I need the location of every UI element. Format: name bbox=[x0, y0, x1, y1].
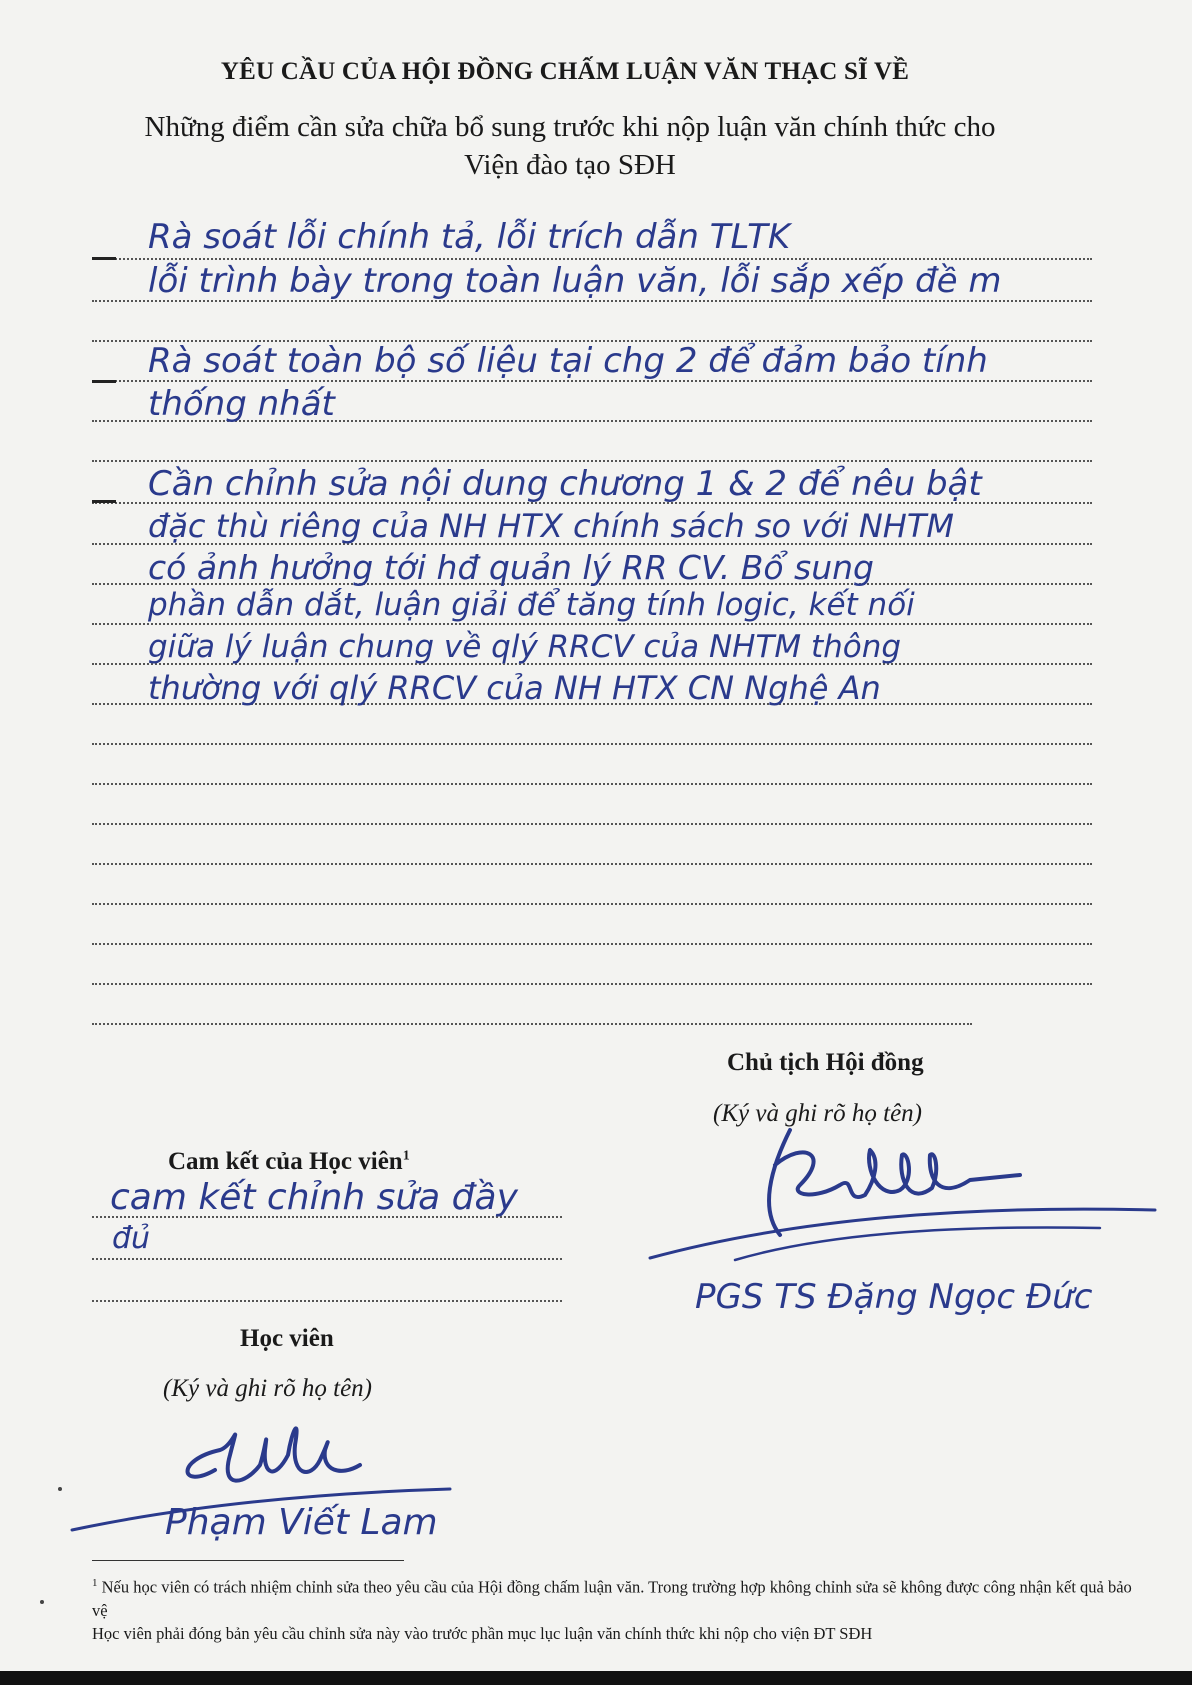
dotted-line bbox=[92, 943, 1092, 945]
chair-signature bbox=[640, 1110, 1160, 1260]
request-line: Cần chỉnh sửa nội dung chương 1 & 2 để nêu bật bbox=[148, 464, 982, 504]
dotted-line bbox=[92, 460, 1092, 462]
commitment-label-text: Cam kết của Học viên bbox=[168, 1148, 403, 1175]
student-sign-note: (Ký và ghi rõ họ tên) bbox=[163, 1375, 372, 1402]
request-line: phần dẫn dắt, luận giải để tăng tính logic, kết nối bbox=[148, 587, 915, 623]
request-line: Rà soát lỗi chính tả, lỗi trích dẫn TLTK bbox=[148, 217, 791, 257]
request-line: có ảnh hưởng tới hđ quản lý RR CV. Bổ sung bbox=[148, 548, 874, 587]
dotted-line bbox=[92, 983, 1092, 985]
dotted-line bbox=[92, 258, 1092, 260]
dotted-line bbox=[92, 783, 1092, 785]
footnote bbox=[92, 1572, 1132, 1645]
dotted-line bbox=[92, 823, 1092, 825]
bullet-dash bbox=[92, 500, 116, 503]
scan-speck bbox=[40, 1600, 44, 1604]
bullet-dash bbox=[92, 257, 116, 260]
dotted-line bbox=[92, 1023, 972, 1025]
chair-sign-note: (Ký và ghi rõ họ tên) bbox=[713, 1100, 922, 1127]
chair-label: Chủ tịch Hội đồng bbox=[727, 1049, 924, 1076]
request-line: giữa lý luận chung về qlý RRCV của NHTM thông bbox=[148, 629, 902, 665]
student-name: Phạm Viết Lam bbox=[165, 1502, 438, 1543]
subtitle-line-2: Viện đào tạo SĐH bbox=[464, 149, 676, 181]
dotted-line bbox=[92, 1258, 562, 1260]
form-title: YÊU CẦU CỦA HỘI ĐỒNG CHẤM LUẬN VĂN THẠC SĨ VỀ bbox=[220, 58, 910, 85]
form-subtitle bbox=[40, 108, 1100, 184]
dotted-line bbox=[92, 903, 1092, 905]
commitment-label bbox=[168, 1148, 410, 1176]
request-line: lỗi trình bày trong toàn luận văn, lỗi sắp xếp đề m bbox=[148, 261, 1002, 301]
commitment-line: cam kết chỉnh sửa đầy bbox=[110, 1177, 518, 1218]
footnote-text-1 bbox=[92, 1572, 1132, 1622]
footnote-rule bbox=[92, 1560, 404, 1561]
dotted-line bbox=[92, 863, 1092, 865]
request-line: đặc thù riêng của NH HTX chính sách so với NHTM bbox=[148, 507, 954, 545]
footnote-marker: 1 bbox=[402, 1148, 410, 1164]
footnote-text-2: Học viên phải đóng bản yêu cầu chỉnh sửa này vào trước phần mục lục luận văn chính thức khi nộp cho viện ĐT SĐH bbox=[92, 1623, 873, 1643]
dotted-line bbox=[92, 743, 1092, 745]
subtitle-line-1: Những điểm cần sửa chữa bổ sung trước khi nộp luận văn chính thức cho bbox=[144, 111, 996, 143]
student-label: Học viên bbox=[240, 1325, 334, 1352]
request-line: Rà soát toàn bộ số liệu tại chg 2 để đảm bảo tính bbox=[148, 341, 988, 381]
footnote-marker: 1 bbox=[92, 1577, 98, 1589]
request-line: thường với qlý RRCV của NH HTX CN Nghệ An bbox=[148, 669, 881, 707]
commitment-line: đủ bbox=[112, 1221, 151, 1256]
dotted-line bbox=[92, 1300, 562, 1302]
request-line: thống nhất bbox=[148, 384, 335, 424]
chair-name: PGS TS Đặng Ngọc Đức bbox=[695, 1277, 1093, 1317]
scan-edge bbox=[0, 1671, 1192, 1685]
bullet-dash bbox=[92, 380, 116, 383]
scan-speck bbox=[58, 1487, 62, 1491]
footnote-text-1-content: Nếu học viên có trách nhiệm chỉnh sửa theo yêu cầu của Hội đồng chấm luận văn. Trong trường hợp không chỉnh sửa sẽ không được công nhận kết quả bảo vệ bbox=[92, 1577, 1132, 1620]
dotted-line bbox=[92, 623, 1092, 625]
